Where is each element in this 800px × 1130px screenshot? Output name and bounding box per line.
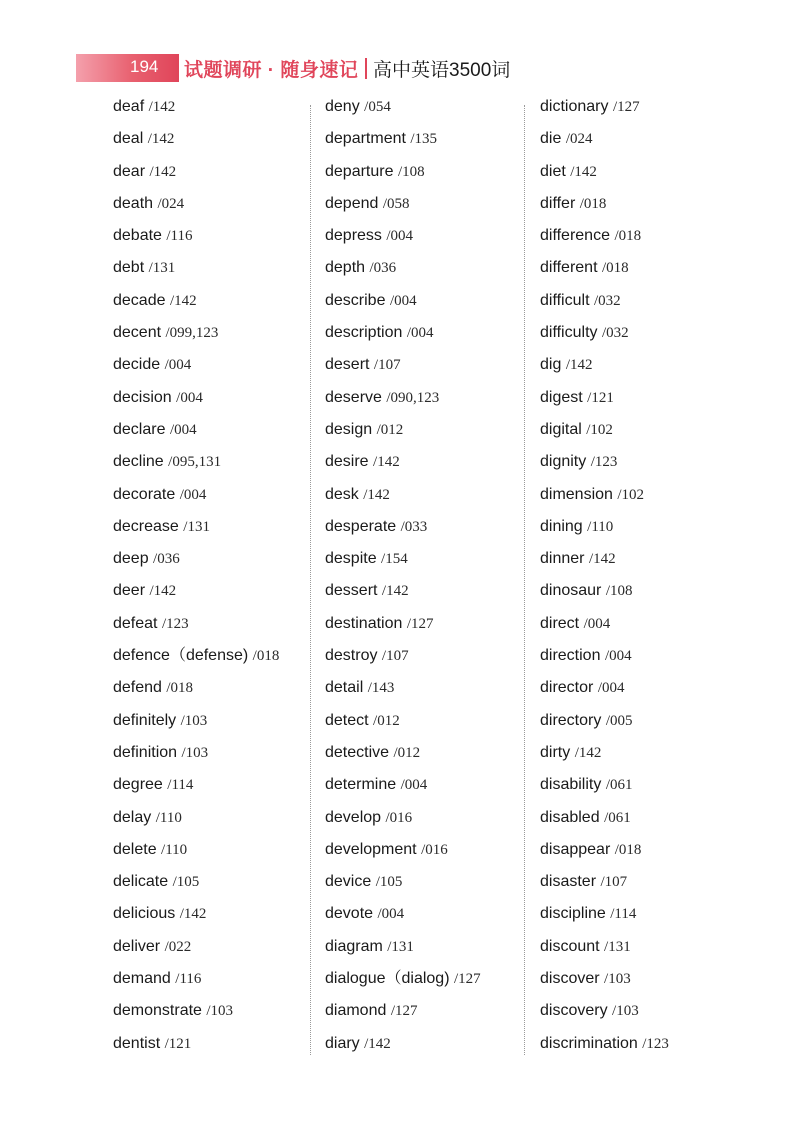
vocab-word: deer [113,582,146,600]
vocab-word: declare [113,420,166,438]
vocab-page-ref: /004 [389,292,417,309]
vocab-word: device [325,873,372,891]
vocab-word: desperate [325,517,397,535]
vocab-page-ref: /018 [614,228,642,245]
vocab-entry [325,354,481,386]
vocab-page-ref: /110 [155,809,182,826]
vocab-word: delay [113,808,152,826]
vocab-word: discount [540,937,600,955]
vocab-word: difficult [540,291,590,309]
vocab-page-ref: /032 [593,292,621,309]
vocab-word: deliver [113,937,161,955]
vocab-word: develop [325,808,382,826]
vocab-page-ref: /018 [252,648,280,665]
vocab-entry [113,161,279,193]
vocab-entry [325,613,481,645]
vocab-entry [113,710,279,742]
vocab-word: disappear [540,840,611,858]
vocab-page-ref: /123 [590,454,618,471]
vocab-page-ref: /004 [169,421,197,438]
vocab-word: department [325,130,406,148]
vocab-word: design [325,420,373,438]
vocab-page-ref: /090,123 [386,389,440,406]
vocab-entry [540,1033,669,1065]
title-separator [365,58,367,79]
vocab-page-ref: /154 [381,551,408,568]
vocab-entry [540,354,669,386]
vocab-word: desert [325,356,370,374]
vocab-page-ref: /142 [588,551,616,568]
vocab-page-ref: /110 [587,518,614,535]
vocab-page-ref: /142 [147,131,175,148]
vocab-word: desire [325,453,369,471]
vocab-page-ref: /143 [367,680,395,697]
vocab-word: different [540,259,598,277]
vocab-word: direction [540,647,601,665]
vocab-entry [540,484,669,516]
vocab-word: debt [113,259,145,277]
vocab-entry [540,903,669,935]
vocab-entry [113,484,279,516]
vocab-page-ref: /004 [406,325,434,342]
vocab-page-ref: /103 [604,971,631,988]
vocab-page-ref: /142 [364,1035,391,1052]
vocab-word: detail [325,679,364,697]
vocab-page-ref: /004 [176,389,203,406]
vocab-page-ref: /121 [164,1035,192,1052]
vocab-word: dictionary [540,98,609,115]
vocab-entry [540,968,669,1000]
vocab-word: destination [325,614,403,632]
vocab-page-ref: /142 [381,583,409,600]
vocab-page-ref: /114 [167,777,194,794]
vocab-page-ref: /016 [421,841,448,858]
vocab-entry [113,193,279,225]
book-title: 高中英语3500词 [373,60,511,81]
vocab-entry [325,516,481,548]
vocab-page-ref: /108 [605,583,633,600]
word-column-1 [113,96,279,1065]
vocab-entry [113,807,279,839]
vocab-word: dinner [540,550,585,568]
vocab-page-ref: /004 [179,486,207,503]
vocab-word: depend [325,194,379,212]
vocab-entry [540,613,669,645]
vocab-entry [113,1033,279,1065]
vocab-word: discipline [540,905,606,923]
vocab-entry [113,871,279,903]
page-header [76,52,546,82]
vocab-word: desk [325,485,359,503]
vocab-word: defeat [113,614,158,632]
vocab-entry [325,290,481,322]
vocab-page-ref: /012 [393,744,421,761]
vocab-word: defence（defense) [113,647,249,665]
vocab-word: decide [113,356,161,374]
vocab-page-ref: /108 [397,163,425,180]
vocab-word: debate [113,227,162,245]
vocab-entry [540,677,669,709]
vocab-page-ref: /005 [605,712,633,729]
vocab-entry [540,936,669,968]
vocab-word: direct [540,614,580,632]
vocab-page-ref: /018 [601,260,629,277]
vocab-page-ref: /131 [183,518,210,535]
vocab-page-ref: /018 [579,195,607,212]
vocab-page-ref: /012 [376,421,404,438]
vocab-word: dimension [540,485,613,503]
vocab-page-ref: /103 [180,712,208,729]
vocab-word: deaf [113,98,145,115]
vocab-page-ref: /142 [148,99,176,115]
vocab-page-ref: /095,131 [168,454,222,471]
column-divider [524,105,525,1055]
vocab-entry [325,161,481,193]
vocab-word: diamond [325,1002,387,1020]
vocab-word: die [540,130,562,148]
vocab-word: describe [325,291,386,309]
vocab-word: delete [113,840,157,858]
vocab-word: decrease [113,517,179,535]
vocab-entry [325,742,481,774]
vocab-entry [540,193,669,225]
vocab-entry [113,903,279,935]
vocab-page-ref: /105 [375,874,403,891]
vocab-word: disability [540,776,602,794]
vocab-page-ref: /032 [601,325,629,342]
vocab-word: destroy [325,647,378,665]
vocab-entry [325,484,481,516]
vocab-entry [325,451,481,483]
vocab-entry [540,451,669,483]
word-column-2 [325,96,481,1065]
vocab-entry [540,774,669,806]
vocab-page-ref: /004 [386,228,414,245]
vocab-entry [113,128,279,160]
vocab-word: detective [325,743,390,761]
vocab-word: dignity [540,453,587,471]
vocab-page-ref: /102 [617,486,645,503]
vocab-entry [113,516,279,548]
vocab-word: dirty [540,743,571,761]
column-divider [310,105,311,1055]
vocab-entry [325,128,481,160]
vocab-page-ref: /004 [583,615,611,632]
vocab-page-ref: /127 [390,1003,418,1020]
vocab-entry [325,936,481,968]
vocab-entry [325,774,481,806]
vocab-entry [540,225,669,257]
vocab-page-ref: /004 [597,680,625,697]
vocab-entry [540,516,669,548]
vocab-entry [540,257,669,289]
vocab-page-ref: /142 [363,486,390,503]
vocab-page-ref: /131 [148,260,176,277]
vocab-entry [325,710,481,742]
vocab-word: determine [325,776,397,794]
vocab-entry [325,225,481,257]
vocab-page-ref: /004 [164,357,192,374]
vocab-word: deep [113,550,149,568]
vocab-word: depth [325,259,366,277]
vocab-word: description [325,324,403,342]
vocab-word: decade [113,291,166,309]
vocab-word: demonstrate [113,1002,202,1020]
vocab-entry [113,225,279,257]
vocab-page-ref: /142 [149,583,177,600]
vocab-entry [113,742,279,774]
vocab-page-ref: /024 [565,131,593,148]
vocab-page-ref: /142 [574,744,602,761]
vocab-entry [113,677,279,709]
vocab-entry [540,548,669,580]
vocab-page-ref: /142 [169,292,197,309]
vocab-page-ref: /142 [179,906,207,923]
vocab-word: definitely [113,711,177,729]
vocab-page-ref: /004 [377,906,405,923]
vocab-page-ref: /142 [570,163,597,180]
vocab-entry [325,387,481,419]
vocab-page-ref: /018 [614,841,642,858]
vocab-page-ref: /004 [604,648,632,665]
vocab-word: dessert [325,582,378,600]
vocab-page-ref: /116 [166,228,193,245]
vocab-page-ref: /103 [612,1003,639,1020]
vocab-page-ref: /110 [161,841,188,858]
vocab-word: digest [540,388,583,406]
vocab-entry [113,387,279,419]
vocab-entry [540,710,669,742]
vocab-page-ref: /142 [373,454,400,471]
vocab-word: degree [113,776,163,794]
vocab-word: difference [540,227,610,245]
vocab-word: discover [540,970,600,988]
vocab-page-ref: /127 [454,971,481,988]
vocab-page-ref: /123 [161,615,189,632]
vocab-page-ref: /033 [400,518,428,535]
vocab-word: discrimination [540,1034,638,1052]
vocab-word: devote [325,905,374,923]
vocab-entry [325,548,481,580]
vocab-entry [325,839,481,871]
vocab-word: disabled [540,808,600,826]
vocab-entry [113,774,279,806]
vocab-word: definition [113,743,178,761]
vocab-entry [540,128,669,160]
vocab-entry [325,193,481,225]
vocab-word: dig [540,356,562,374]
vocab-page-ref: /114 [610,906,637,923]
vocab-entry [540,322,669,354]
vocab-page-ref: /135 [410,131,438,148]
vocab-page-ref: /016 [385,809,413,826]
vocab-page-ref: /107 [381,648,409,665]
vocab-word: dialogue（dialog) [325,970,450,988]
page-number: 194 [130,57,159,76]
vocab-word: deserve [325,388,382,406]
vocab-page-ref: /116 [175,971,202,988]
vocab-word: diet [540,162,566,180]
vocab-word: defend [113,679,162,697]
vocab-page-ref: /142 [565,357,593,374]
vocab-entry [113,322,279,354]
vocab-page-ref: /058 [382,195,410,212]
vocab-page-ref: /105 [172,874,200,891]
vocab-entry [113,1000,279,1032]
vocab-page-ref: /103 [206,1003,234,1020]
vocab-entry [325,871,481,903]
vocab-page-ref: /131 [387,938,414,955]
vocab-entry [540,290,669,322]
vocab-entry [540,1000,669,1032]
vocab-word: dear [113,162,146,180]
vocab-page-ref: /061 [605,777,633,794]
vocab-entry [325,807,481,839]
vocab-entry [540,580,669,612]
vocab-word: depress [325,227,382,245]
vocab-entry [113,839,279,871]
vocab-page-ref: /121 [587,389,614,406]
vocab-entry [540,839,669,871]
vocab-word: delicious [113,905,176,923]
vocab-page-ref: /018 [166,680,194,697]
vocab-entry [325,903,481,935]
vocab-entry [325,1000,481,1032]
vocab-entry [113,613,279,645]
vocab-entry [325,580,481,612]
vocab-page-ref: /012 [373,712,400,729]
vocab-page-ref: /123 [642,1035,669,1052]
vocab-word: diagram [325,937,383,955]
vocab-page-ref: /054 [364,99,391,115]
book-series-title: 试题调研 · 随身速记 [184,60,359,81]
vocab-page-ref: /127 [406,615,434,632]
vocab-entry [325,419,481,451]
vocab-page-ref: /127 [612,99,640,115]
vocab-entry [113,257,279,289]
vocab-word: disaster [540,873,597,891]
vocab-entry [113,354,279,386]
vocab-word: dentist [113,1034,161,1052]
vocab-word: departure [325,162,394,180]
vocab-word: delicate [113,873,169,891]
vocab-entry [325,96,481,128]
vocab-page-ref: /004 [400,777,428,794]
vocab-word: deal [113,130,144,148]
vocab-entry [113,96,279,128]
vocab-word: discovery [540,1002,608,1020]
vocab-page-ref: /061 [604,809,631,826]
vocab-word: dinosaur [540,582,602,600]
vocab-entry [325,257,481,289]
vocab-entry [113,968,279,1000]
vocab-word: decline [113,453,164,471]
vocab-page-ref: /103 [181,744,209,761]
vocab-entry [540,645,669,677]
vocab-entry [113,290,279,322]
vocab-page-ref: /131 [604,938,631,955]
word-column-3 [540,96,669,1065]
vocab-word: dining [540,517,583,535]
vocab-page-ref: /142 [149,163,177,180]
vocab-word: death [113,194,154,212]
vocab-word: diary [325,1034,360,1052]
vocab-entry [540,871,669,903]
vocab-word: demand [113,970,171,988]
vocab-entry [540,161,669,193]
vocab-word: digital [540,420,582,438]
vocab-entry [113,419,279,451]
vocab-entry [540,742,669,774]
vocab-word: detect [325,711,369,729]
vocab-entry [113,548,279,580]
vocab-entry [325,677,481,709]
vocab-page-ref: /024 [157,195,185,212]
vocab-entry [113,936,279,968]
vocab-page-ref: /036 [369,260,397,277]
vocab-page-ref: /099,123 [165,325,219,342]
vocab-entry [325,645,481,677]
vocab-entry [113,580,279,612]
vocab-word: differ [540,194,576,212]
vocab-page-ref: /107 [373,357,401,374]
vocab-entry [325,322,481,354]
vocab-word: decorate [113,485,176,503]
vocab-word: directory [540,711,602,729]
vocab-entry [540,807,669,839]
vocab-entry [113,645,279,677]
vocab-page-ref: /107 [600,874,628,891]
vocab-page-ref: /036 [153,551,180,568]
vocab-word: development [325,840,417,858]
vocab-entry [540,387,669,419]
vocab-entry [325,1033,481,1065]
vocab-entry [540,96,669,128]
vocab-word: difficulty [540,324,598,342]
vocab-word: decision [113,388,172,406]
vocab-entry [113,451,279,483]
vocab-page-ref: /102 [586,421,613,438]
vocab-entry [325,968,481,1000]
vocab-word: decent [113,324,162,342]
vocab-page-ref: /022 [164,938,192,955]
vocab-word: director [540,679,594,697]
vocab-word: deny [325,98,360,115]
vocab-entry [540,419,669,451]
vocab-word: despite [325,550,377,568]
